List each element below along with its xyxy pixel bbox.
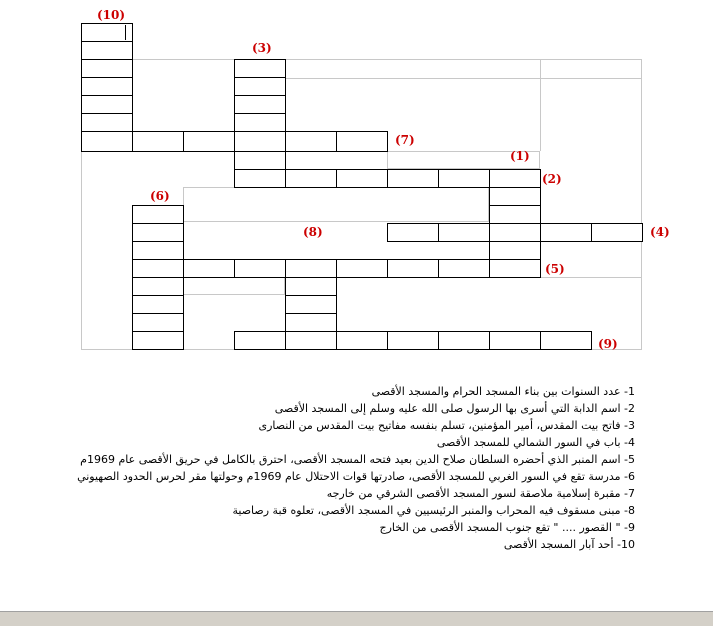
grid-cell[interactable] xyxy=(489,259,541,278)
grid-cell[interactable] xyxy=(387,331,439,350)
grid-cell[interactable] xyxy=(132,313,184,332)
text-cursor xyxy=(125,25,126,40)
clue-number-9: (9) xyxy=(598,337,618,351)
grid-cell[interactable] xyxy=(489,241,541,260)
grid-cell[interactable] xyxy=(387,259,439,278)
grid-cell[interactable] xyxy=(132,277,184,296)
grid-guide xyxy=(183,187,489,222)
clues-list xyxy=(35,384,635,554)
grid-cell[interactable] xyxy=(132,131,184,152)
clue-item: 2- اسم الدابة التي أسرى بها الرسول صلى الله عليه وسلم إلى المسجد الأقصى xyxy=(274,402,635,415)
grid-cell[interactable] xyxy=(183,131,235,152)
grid-cell[interactable] xyxy=(234,331,286,350)
grid-cell[interactable] xyxy=(234,113,286,132)
grid-cell[interactable] xyxy=(234,77,286,96)
clue-item: 5- اسم المنبر الذي أحضره السلطان صلاح الدين بعيد فتحه المسجد الأقصى، احترق بالكامل في حريق الأقصى عام 1969م xyxy=(80,453,635,466)
grid-cell[interactable] xyxy=(132,259,184,278)
grid-cell[interactable] xyxy=(336,169,388,188)
grid-guide xyxy=(285,78,642,79)
clue-number-6: (6) xyxy=(150,189,170,203)
grid-cell[interactable] xyxy=(81,95,133,114)
clue-item: 4- باب في السور الشمالي للمسجد الأقصى xyxy=(436,436,635,449)
grid-cell[interactable] xyxy=(438,223,490,242)
clue-item: 10- أحد آبار المسجد الأقصى xyxy=(503,538,635,551)
grid-cell[interactable] xyxy=(234,95,286,114)
grid-cell[interactable] xyxy=(234,151,286,170)
grid-cell[interactable] xyxy=(285,259,337,278)
grid-cell[interactable] xyxy=(81,113,133,132)
grid-cell[interactable] xyxy=(285,277,337,296)
clue-number-4: (4) xyxy=(650,225,670,239)
grid-cell[interactable] xyxy=(540,223,592,242)
grid-cell[interactable] xyxy=(81,131,133,152)
grid-cell[interactable] xyxy=(132,331,184,350)
grid-cell[interactable] xyxy=(234,131,286,152)
grid-cell[interactable] xyxy=(387,169,439,188)
clue-number-2: (2) xyxy=(542,172,562,186)
grid-cell[interactable] xyxy=(438,259,490,278)
grid-cell[interactable] xyxy=(234,169,286,188)
grid-cell[interactable] xyxy=(489,169,541,188)
grid-cell[interactable] xyxy=(132,223,184,242)
clue-number-3: (3) xyxy=(252,41,272,55)
clue-item: 7- مقبرة إسلامية ملاصقة لسور المسجد الأقصى الشرقي من خارجه xyxy=(326,487,635,500)
grid-guide xyxy=(183,277,285,295)
grid-cell[interactable] xyxy=(81,59,133,78)
grid-cell[interactable] xyxy=(489,223,541,242)
grid-cell[interactable] xyxy=(489,331,541,350)
clue-number-7: (7) xyxy=(395,133,415,147)
clue-item: 9- " القصور .... " تقع جنوب المسجد الأقصى من الخارج xyxy=(379,521,635,534)
grid-cell[interactable] xyxy=(132,241,184,260)
grid-cell[interactable] xyxy=(540,331,592,350)
grid-cell[interactable] xyxy=(234,259,286,278)
status-bar xyxy=(0,611,713,626)
grid-cell[interactable] xyxy=(438,331,490,350)
grid-cell[interactable] xyxy=(132,205,184,224)
grid-cell[interactable] xyxy=(336,131,388,152)
grid-cell[interactable] xyxy=(285,313,337,332)
grid-cell[interactable] xyxy=(132,295,184,314)
grid-cell[interactable] xyxy=(489,205,541,224)
clue-number-5: (5) xyxy=(545,262,565,276)
grid-cell[interactable] xyxy=(285,131,337,152)
grid-guide xyxy=(540,59,541,151)
grid-cell[interactable] xyxy=(489,187,541,206)
grid-cell[interactable] xyxy=(183,259,235,278)
grid-cell[interactable] xyxy=(285,331,337,350)
clue-number-10: (10) xyxy=(97,8,126,22)
grid-cell[interactable] xyxy=(81,41,133,60)
grid-cell[interactable] xyxy=(234,59,286,78)
grid-cell[interactable] xyxy=(387,223,439,242)
clue-item: 3- فاتح بيت المقدس، أمير المؤمنين، تسلم بنفسه مفاتيح بيت المقدس من النصارى xyxy=(258,419,635,432)
grid-cell[interactable] xyxy=(336,331,388,350)
clue-item: 6- مدرسة تقع في السور الغربي للمسجد الأقصى، صادرتها قوات الاحتلال عام 1969م وحولتها مقر لحرس الحدود الصهيوني xyxy=(77,470,635,483)
clue-number-8: (8) xyxy=(303,225,323,239)
grid-cell[interactable] xyxy=(285,295,337,314)
grid-cell[interactable] xyxy=(336,259,388,278)
grid-cell[interactable] xyxy=(438,169,490,188)
grid-cell[interactable] xyxy=(591,223,643,242)
clue-number-1: (1) xyxy=(510,149,530,163)
grid-cell[interactable] xyxy=(285,169,337,188)
clue-item: 8- مبنى مسقوف فيه المحراب والمنبر الرئيسيين في المسجد الأقصى، تعلوه قبة رصاصية xyxy=(232,504,635,517)
clue-item: 1- عدد السنوات بين بناء المسجد الحرام والمسجد الأقصى xyxy=(371,385,635,398)
grid-cell[interactable] xyxy=(81,77,133,96)
